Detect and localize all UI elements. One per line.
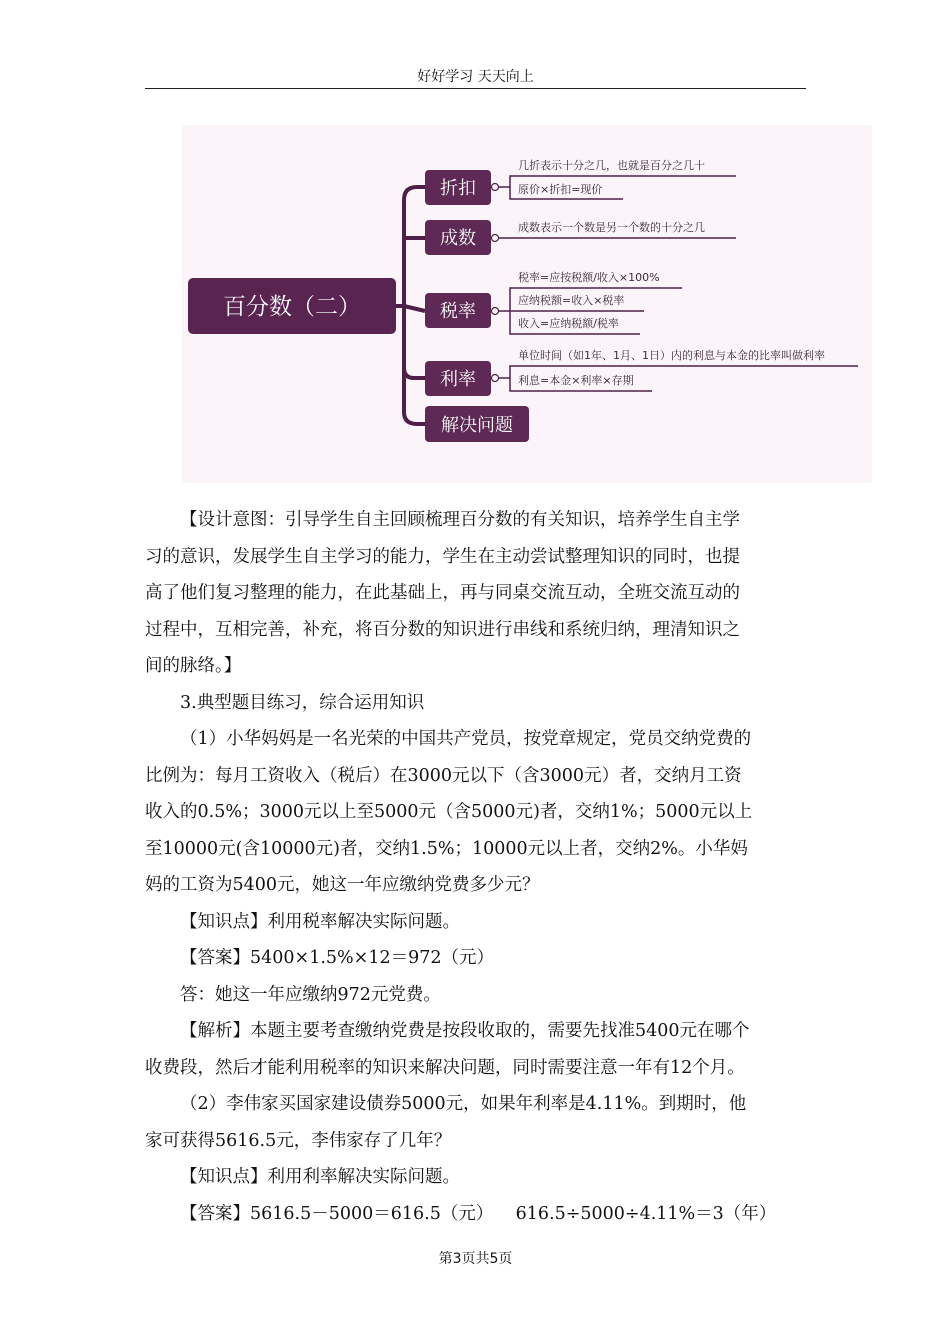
mind-map-svg: [182, 125, 872, 483]
mind-map-connectors: [396, 187, 425, 424]
text-line: （1）小华妈妈是一名光荣的中国共产党员，按党章规定，党员交纳党费的: [180, 729, 752, 749]
text-line: 高了他们复习整理的能力，在此基础上，再与同桌交流互动，全班交流互动的: [145, 583, 740, 603]
knowledge-point: 【知识点】利用税率解决实际问题。: [180, 911, 460, 932]
text-line: 收入的0.5%；3000元以上至5000元（含5000元)者，交纳1%；5000元以上: [145, 802, 753, 822]
analysis: 【解析】本题主要考查缴纳党费是按段收取的，需要先找准5400元在哪个: [180, 1021, 750, 1041]
note-tax-2: 应纳税额=收入×税率: [518, 294, 625, 307]
text-line: 妈的工资为5400元，她这一年应缴纳党费多少元？: [145, 875, 540, 895]
root-node-label: 百分数（二）: [223, 294, 361, 320]
text-line: 家可获得5616.5元，李伟家存了几年？: [145, 1130, 452, 1151]
question-1: [145, 721, 806, 1086]
branch-label-problem-solving: 解决问题: [441, 415, 513, 436]
note-discount-2: 原价×折扣=现价: [518, 183, 603, 196]
note-ratio-1: 成数表示一个数是另一个数的十分之几: [518, 221, 705, 234]
text-line: 间的脉络。】: [145, 656, 242, 676]
text-line: 过程中，互相完善，补充，将百分数的知识进行串线和系统归纳，理清知识之: [145, 619, 740, 640]
section-title: 3.典型题目练习，综合运用知识: [180, 693, 425, 713]
question-2: [145, 1086, 806, 1232]
note-interest-1: 单位时间（如1年、1月、1日）内的利息与本金的比率叫做利率: [518, 349, 825, 362]
header-rule: [145, 88, 806, 89]
text-line: （2）李伟家买国家建设债券5000元，如果年利率是4.11%。到期时，他: [180, 1094, 747, 1114]
text-line: 至10000元(含10000元)者，交纳1.5%；10000元以上者，交纳2%。小华妈: [145, 838, 748, 859]
branch-label-tax: 税率: [440, 301, 476, 322]
text-line: 比例为：每月工资收入（税后）在3000元以下（含3000元）者，交纳月工资: [145, 765, 742, 786]
branch-connector-dot: [492, 375, 499, 382]
page-footer: 第3页共5页: [438, 1251, 513, 1267]
design-intent-paragraph: [145, 502, 806, 685]
section-heading: [145, 685, 806, 722]
text-line: 【设计意图：引导学生自主回顾梳理百分数的有关知识，培养学生自主学: [180, 510, 740, 530]
note-interest-2: 利息=本金×利率×存期: [518, 374, 634, 387]
note-tax-1: 税率=应按税额/收入×100%: [518, 271, 660, 284]
branch-label-discount: 折扣: [440, 178, 476, 199]
analysis: 收费段，然后才能利用税率的知识来解决问题，同时需要注意一年有12个月。: [145, 1057, 745, 1078]
branch-connector-dot: [492, 184, 499, 191]
note-discount-1: 几折表示十分之几，也就是百分之几十: [518, 159, 705, 172]
branch-label-interest: 利率: [440, 369, 476, 390]
mind-map: [182, 125, 872, 483]
answer-reply: 答：她这一年应缴纳972元党费。: [180, 984, 441, 1005]
knowledge-point: 【知识点】利用利率解决实际问题。: [180, 1167, 460, 1187]
page-header: 好好学习 天天向上: [417, 69, 534, 85]
branch-connector-dot: [492, 235, 499, 242]
text-line: 习的意识，发展学生自主学习的能力，学生在主动尝试整理知识的同时，也提: [145, 546, 740, 567]
answer: 【答案】5400×1.5%×12＝972（元）: [180, 948, 494, 968]
branch-connector-dot: [492, 308, 499, 315]
branch-label-ratio: 成数: [440, 228, 476, 249]
note-tax-3: 收入=应纳税额/税率: [518, 317, 619, 330]
answer: 【答案】5616.5－5000＝616.5（元） 616.5÷5000÷4.11%＝3（年）: [180, 1203, 777, 1224]
